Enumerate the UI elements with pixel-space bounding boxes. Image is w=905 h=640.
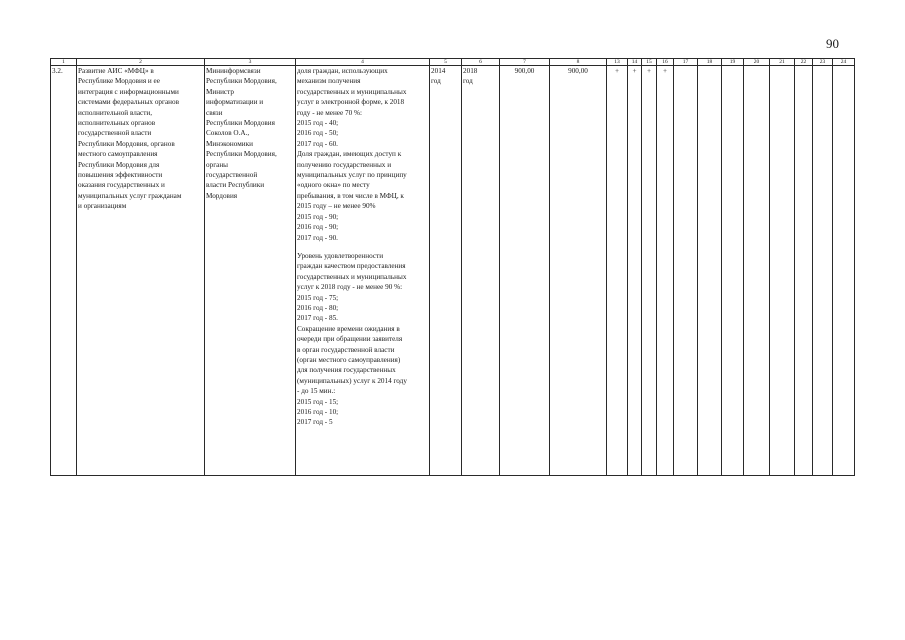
empty-cell [795,66,813,476]
column-number: 17 [674,59,698,66]
measure-text: Развитие АИС «МФЦ» в Республике Мордовия и ее интеграция с информационными системами федеральных органов исполнительной власти, исполнительных органов государственной власти Республики Мордовия, органов местного самоуправления Республики Мордовия для повышения эффективности оказания государственных и муниципальных услуг гражданам и организациям [78,67,182,211]
column-number: 8 [550,59,607,66]
table-row [51,66,855,476]
column-number: 24 [833,59,855,66]
empty-cell [674,66,698,476]
mark-cell [607,66,628,476]
column-number: 18 [698,59,722,66]
indicators-text-1: доля граждан, использующих механизм получения государственных и муниципальных услуг в электронной форме, к 2018 году - не менее 70 %: 2015 год - 40; 2016 год - 50; 2017 год - 60. Доля граждан, имеющих доступ к получению государственных и муниципальных услуг по принципу «одного окна» по месту пребывания, в том числе в МФЦ, к 2015 году – не менее 90% 2015 год - 90; 2016 год - 90; 2017 год - 90. [297,67,407,242]
amount-rm: 900,00 [568,67,588,75]
empty-cell [722,66,744,476]
mark-cell [628,66,642,476]
amount-rm-cell [550,66,607,476]
empty-cell [813,66,833,476]
column-number: 5 [430,59,462,66]
responsible-text: Мининформсвязи Республики Мордовия, Министр информатизации и связи Республики Мордовия Соколов О.А., Минэкономики Республики Мордовия, органы государственной власти Республики Мордовия [206,67,277,200]
row-number: 3.2. [52,67,63,75]
column-number-row [51,59,855,66]
column-number: 1 [51,59,77,66]
empty-cell [744,66,770,476]
row-number-cell [51,66,77,476]
plan-table [50,58,855,476]
column-number: 7 [500,59,550,66]
responsible-cell [205,66,296,476]
plus-mark: + [632,67,637,75]
column-number: 3 [205,59,296,66]
mark-cell [657,66,674,476]
empty-cell [833,66,855,476]
column-number: 22 [795,59,813,66]
end-year-cell [462,66,500,476]
start-year: 2014 год [431,67,446,86]
column-number: 6 [462,59,500,66]
empty-cell [698,66,722,476]
plus-mark: + [614,67,620,75]
page-number: 90 [826,36,839,51]
column-number: 13 [607,59,628,66]
start-year-cell [430,66,462,476]
column-number: 20 [744,59,770,66]
column-number: 21 [770,59,795,66]
empty-cell [770,66,795,476]
indicators-cell [296,66,430,476]
column-number: 23 [813,59,833,66]
column-number: 19 [722,59,744,66]
indicators-text-2: Уровень удовлетворенности граждан качеством предоставления государственных и муниципальных услуг к 2018 году - не менее 90 %: 2015 год - 75; 2016 год - 80; 2017 год - 85. Сокращение времени ожидания в очереди при обращении заявителя в орган государственной власти (орган местного самоуправления) для получения государственных (муниципальных) услуг к 2014 году - до 15 мин.: 2015 год - 15; 2016 год - 10; 2017 год - 5 [297,251,407,427]
plus-mark: + [646,67,652,75]
column-number: 2 [77,59,205,66]
mark-cell [642,66,657,476]
plus-mark: + [662,67,668,75]
column-number: 16 [657,59,674,66]
end-year: 2018 год [463,67,478,86]
measure-cell [77,66,205,476]
amount-total: 900,00 [514,67,535,75]
column-number: 4 [296,59,430,66]
column-number: 14 [628,59,642,66]
amount-total-cell [500,66,550,476]
column-number: 15 [642,59,657,66]
